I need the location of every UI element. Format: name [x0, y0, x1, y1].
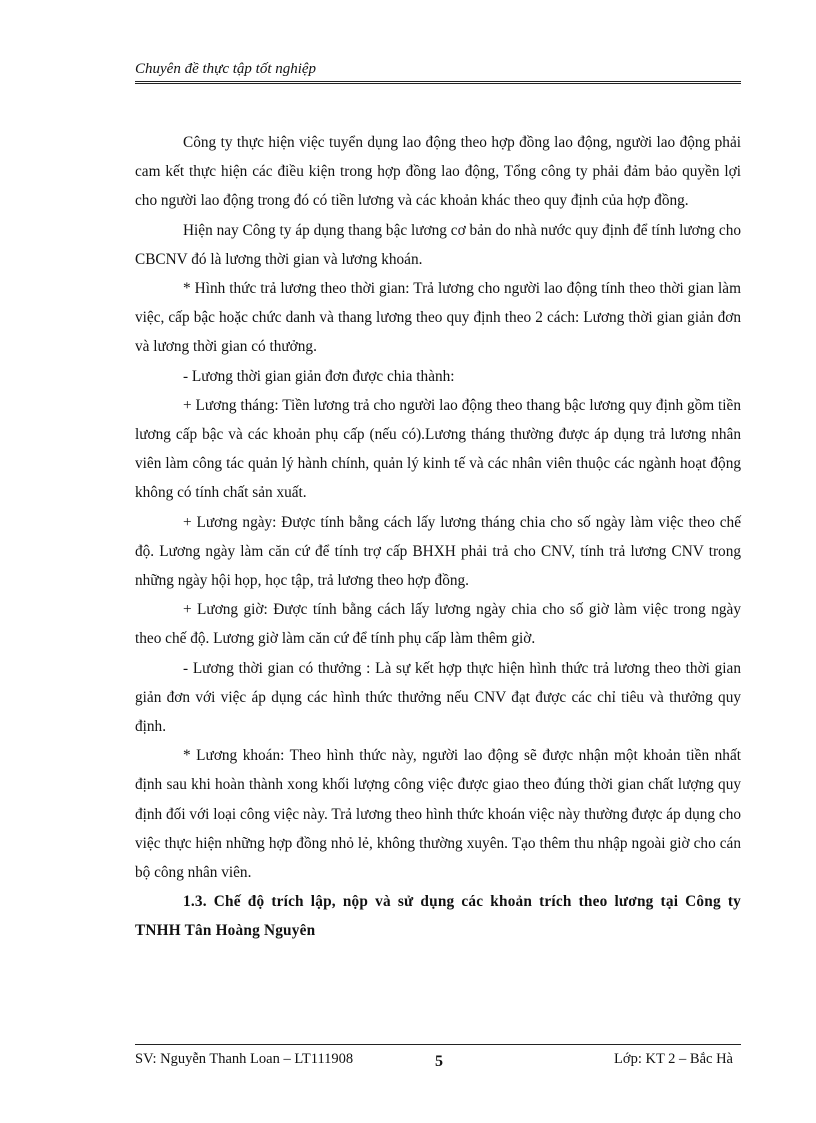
section-heading: 1.3. Chế độ trích lập, nộp và sử dụng các khoản trích theo lương tại Công ty TNHH Tân Hoàng Nguyên [135, 893, 741, 940]
paragraph-monthly-wage: + Lương tháng: Tiền lương trả cho người lao động theo thang bậc lương quy định gồm tiền lương cấp bậc và các khoản phụ cấp (nếu có).Lương tháng thường được áp dụng trả lương nhân viên làm công tác quản lý hành chính, quản lý kinh tế và các nhân viên thuộc các ngành hoạt động không có tính chất sản xuất. [135, 396, 741, 502]
paragraph-simple-time-wage: - Lương thời gian giản đơn được chia thành: [183, 367, 455, 385]
paragraph-hourly-wage: + Lương giờ: Được tính bằng cách lấy lương ngày chia cho số giờ làm việc trong ngày theo chế độ. Lương giờ làm căn cứ để tính phụ cấp làm thêm giờ. [135, 601, 741, 648]
footer-student: SV: Nguyễn Thanh Loan – LT111908 [135, 1051, 354, 1067]
document-body [135, 128, 741, 946]
paragraph-recruitment: Công ty thực hiện việc tuyển dụng lao động theo hợp đồng lao động, người lao động phải cam kết thực hiện các điều kiện trong hợp đồng lao động, Tổng công ty phải đảm bảo quyền lợi cho người lao động trong đó có tiền lương và các khoản khác theo quy định của hợp đồng. [135, 134, 741, 210]
footer-divider [135, 1044, 741, 1045]
paragraph-bonus-time-wage: - Lương thời gian có thưởng : Là sự kết hợp thực hiện hình thức trả lương theo thời gian giản đơn với việc áp dụng các hình thức thưởng nếu CNV đạt được các chỉ tiêu và thưởng quy định. [135, 659, 741, 736]
header-title: Chuyên đề thực tập tốt nghiệp [135, 61, 317, 77]
paragraph-time-wage: * Hình thức trả lương theo thời gian: Trả lương cho người lao động tính theo thời gian làm việc, cấp bậc hoặc chức danh và thang lương theo quy định theo 2 cách: Lương thời gian giản đơn và lương thời gian có thưởng. [135, 280, 741, 356]
page-number: 5 [435, 1053, 443, 1070]
footer-class: Lớp: KT 2 – Bắc Hà [614, 1051, 733, 1067]
paragraph-daily-wage: + Lương ngày: Được tính bằng cách lấy lương tháng chia cho số ngày làm việc theo chế độ. Lương ngày làm căn cứ để tính trợ cấp BHXH phải trả cho CNV, tính trả lương CNV trong những ngày hội họp, học tập, trả lương theo hợp đồng. [135, 513, 741, 590]
page-footer [135, 1044, 741, 1075]
page-header [135, 60, 741, 84]
paragraph-wage-scale: Hiện nay Công ty áp dụng thang bậc lương cơ bản do nhà nước quy định để tính lương cho CBCNV đó là lương thời gian và lương khoán. [135, 221, 741, 268]
paragraph-piece-wage: * Lương khoán: Theo hình thức này, người lao động sẽ được nhận một khoản tiền nhất định sau khi hoàn thành xong khối lượng công việc được giao theo đúng thời gian chất lượng quy định đối với loại công việc này. Trả lương theo hình thức khoán việc này thường được áp dụng cho việc thực hiện những hợp đồng nhỏ lẻ, không thường xuyên. Tạo thêm thu nhập ngoài giờ cho cán bộ công nhân viên. [135, 747, 741, 882]
header-divider [135, 81, 741, 84]
